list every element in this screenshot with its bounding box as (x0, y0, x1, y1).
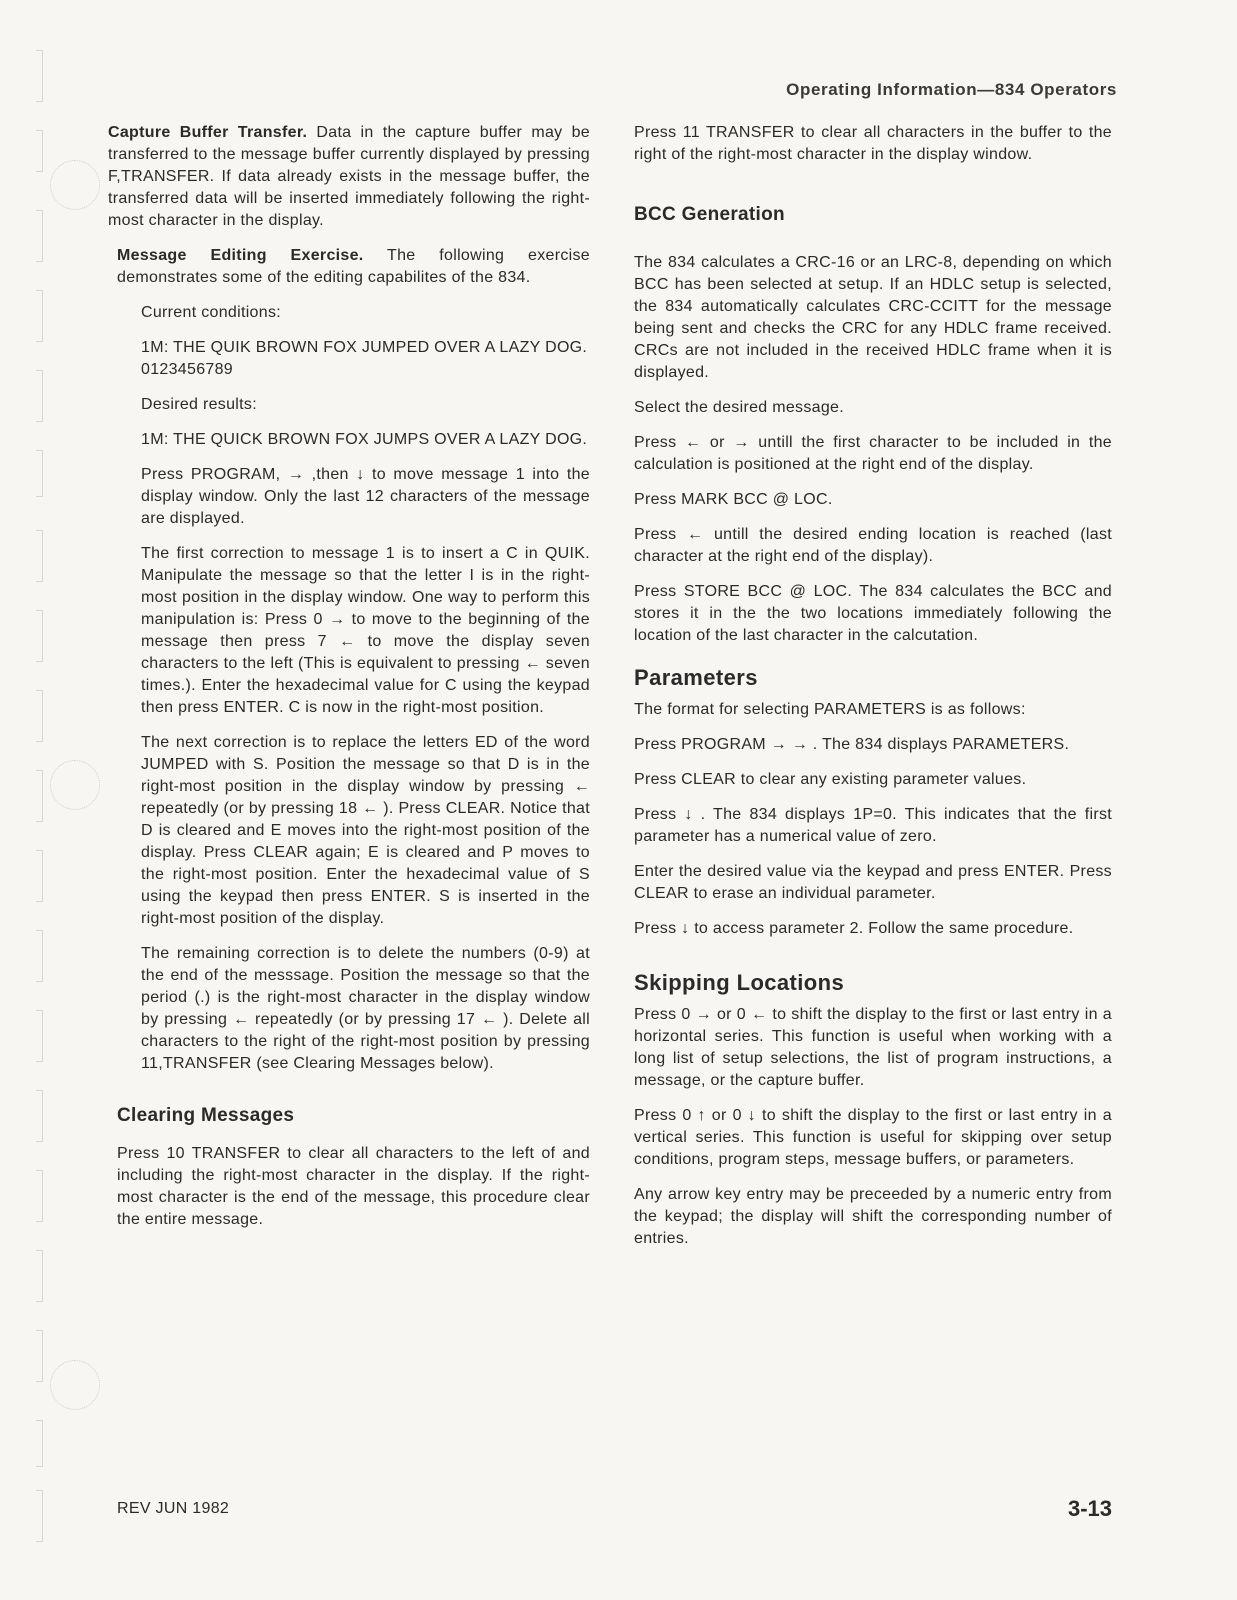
message-editing-exercise-paragraph (117, 245, 590, 289)
next-correction-paragraph: The next correction is to replace the letters ED of the word JUMPED with S. Position the message so that D is in the right-most position in the display window by pressing ← repeatedly (or by pressing 18 ← ). Press CLEAR. Notice that D is cleared and E moves into the right-most position of the display. Press CLEAR again; E is cleared and P moves to the right-most position. Enter the hexadecimal value of S using the keypad then press ENTER. S is inserted in the right-most position of the display. (141, 734, 590, 927)
numeric-entry-paragraph: Any arrow key entry may be preceeded by a numeric entry from the keypad; the display will shift the corresponding number of entries. (634, 1186, 1112, 1247)
revision-footer: REV JUN 1982 (117, 1500, 230, 1517)
capture-buffer-transfer-heading: Capture Buffer Transfer. (108, 124, 308, 141)
parameters-access-paragraph: Press ↓ to access parameter 2. Follow the same procedure. (634, 920, 1074, 937)
store-bcc-paragraph: Press STORE BCC @ LOC. The 834 calculates the BCC and stores it in the the two locations immediately following the location of the last character in the calcutation. (634, 583, 1112, 644)
clearing-messages-paragraph: Press 10 TRANSFER to clear all characters to the left of and including the right-most character in the display. If the right-most character is the end of the message, this procedure clear the entire message. (117, 1145, 590, 1228)
left-column (108, 122, 591, 1244)
page-number: 3-13 (1067, 1496, 1112, 1521)
bcc-calculation-paragraph: The 834 calculates a CRC-16 or an LRC-8, depending on which BCC has been selected at setup. If an HDLC setup is selected, the 834 automatically calculates CRC-CCITT for the message being sent and checks the CRC for any HDLC frame received. CRCs are not included in the received HDLC frame when it is displayed. (634, 254, 1112, 381)
parameters-down-paragraph: Press ↓ . The 834 displays 1P=0. This indicates that the first parameter has a numerical value of zero. (634, 806, 1112, 845)
first-correction-paragraph: The first correction to message 1 is to insert a C in QUIK. Manipulate the message so that the letter I is in the right-most position in the display window. One way to perform this manipulation is: Press 0 → to move to the beginning of the message then press 7 ← to move the display seven characters to the left (This is equivalent to pressing ← seven times.). Enter the hexadecimal value for C using the keypad then press ENTER. C is now in the right-most position. (141, 545, 590, 716)
parameters-enter-paragraph: Enter the desired value via the keypad and press ENTER. Press CLEAR to erase an individual parameter. (634, 863, 1112, 902)
parameters-clear-paragraph: Press CLEAR to clear any existing parameter values. (634, 771, 1027, 788)
desired-results-label: Desired results: (141, 396, 257, 413)
capture-buffer-transfer-text: Data in the capture buffer may be transferred to the message buffer currently displayed by pressing F,TRANSFER. If data already exists in the message buffer, the transferred data will be inserted immediately following the right-most character in the display. (108, 124, 591, 229)
parameters-heading: Parameters (634, 665, 758, 690)
skip-horizontal-paragraph: Press 0 → or 0 ← to shift the display to the first or last entry in a horizontal series. This function is useful when working with a long list of setup selections, the list of program instructions, a message, or the capture buffer. (634, 1006, 1112, 1089)
current-conditions-value: 1M: THE QUIK BROWN FOX JUMPED OVER A LAZY DOG. 0123456789 (141, 339, 588, 378)
press-until-paragraph: Press ← untill the desired ending location is reached (last character at the right end of the display). (634, 526, 1112, 565)
message-editing-exercise-heading: Message Editing Exercise. (117, 247, 364, 264)
skipping-locations-heading: Skipping Locations (634, 970, 845, 995)
desired-results-value: 1M: THE QUICK BROWN FOX JUMPS OVER A LAZY DOG. (141, 431, 588, 448)
scan-margin-marks (30, 40, 50, 1560)
eleven-transfer-paragraph: Press 11 TRANSFER to clear all characters in the buffer to the right of the right-most character in the display window. (634, 124, 1112, 163)
mark-bcc-paragraph: Press MARK BCC @ LOC. (634, 491, 833, 508)
skip-vertical-paragraph: Press 0 ↑ or 0 ↓ to shift the display to the first or last entry in a vertical series. This function is useful for skipping over setup conditions, program steps, message buffers, or parameters. (634, 1107, 1112, 1168)
right-column (634, 122, 1112, 1263)
parameters-format-paragraph: The format for selecting PARAMETERS is as follows: (634, 701, 1026, 718)
remaining-correction-paragraph: The remaining correction is to delete the numbers (0-9) at the end of the messsage. Position the message so that the period (.) is the right-most character in the display window by pressing ← repeatedly (or by pressing 17 ← ). Delete all characters to the right of the right-most position by pressing 11,TRANSFER (see Clearing Messages below). (141, 945, 590, 1072)
clearing-messages-heading: Clearing Messages (117, 1105, 295, 1126)
capture-buffer-transfer-paragraph (108, 122, 590, 232)
parameters-program-paragraph: Press PROGRAM → → . The 834 displays PARAMETERS. (634, 736, 1070, 753)
select-message-paragraph: Select the desired message. (634, 399, 844, 416)
bcc-generation-heading: BCC Generation (634, 204, 785, 225)
running-header: Operating Information—834 Operators (786, 80, 1117, 99)
press-program-paragraph: Press PROGRAM, → ,then ↓ to move message 1 into the display window. Only the last 12 characters of the message are displayed. (141, 466, 590, 527)
message-editing-exercise-text: The following exercise demonstrates some of the editing capabilites of the 834. (117, 247, 590, 286)
current-conditions-label: Current conditions: (141, 304, 281, 321)
press-arrows-paragraph: Press ← or → untill the first character to be included in the calculation is positioned at the right end of the display. (634, 434, 1112, 473)
